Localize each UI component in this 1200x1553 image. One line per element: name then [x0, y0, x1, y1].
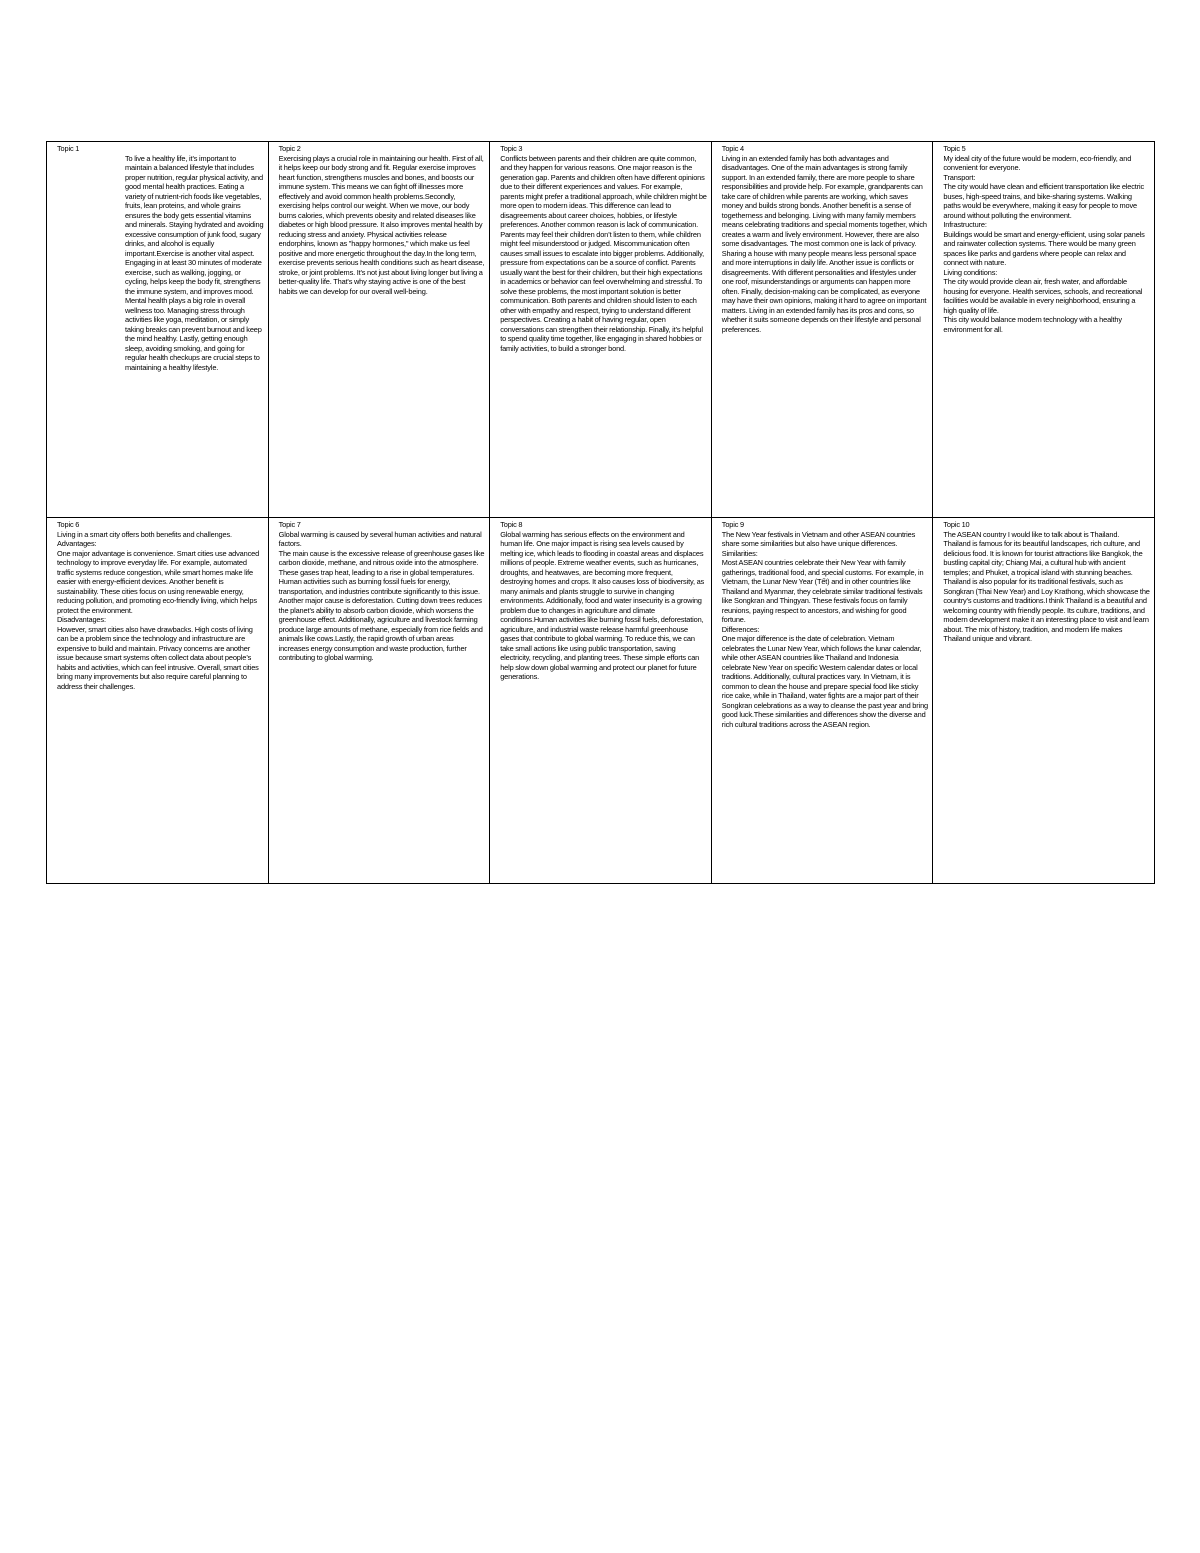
- topic-heading: Topic 8: [500, 520, 523, 529]
- topic-paragraph: This city would balance modern technology with a healthy environment for all.: [943, 315, 1122, 334]
- topic-body: [279, 154, 486, 297]
- topic-heading: Topic 3: [500, 144, 523, 153]
- topic-paragraph: The city would provide clean air, fresh water, and affordable housing for everyone. Health services, schools, and recreational facilities would be available in every neighborhood, ensuring a high quality of life.: [943, 277, 1143, 315]
- topic-body: [943, 530, 1150, 644]
- topic-subheading: Differences:: [721, 624, 760, 634]
- topic-body: [57, 530, 264, 692]
- topic-heading: Topic 9: [721, 520, 744, 529]
- topic-subheading: Disadvantages:: [57, 615, 106, 624]
- topic-subheading: Living conditions:: [943, 267, 998, 277]
- topic-paragraph: My ideal city of the future would be modern, eco-friendly, and convenient for everyone.: [943, 153, 1132, 172]
- topic-cell-3: [490, 142, 712, 518]
- topic-body: [722, 530, 929, 730]
- topic-cell-5: [933, 142, 1155, 518]
- topic-heading: Topic 1: [57, 144, 80, 153]
- topic-paragraph: Thailand is famous for its beautiful landscapes, rich culture, and delicious food. It is known for tourist attractions like Bangkok, the bustling capital city; Chiang Mai, a cultural hub with ancient temples; and Phuket, a tropical island with stunning beaches. Thailand is also popular for its traditional festivals, such as Songkran (Thai New Year) and Loy Krathong, which showcase the country’s customs and traditions.I think Thailand is a beautiful and welcoming country with friendly people. Its culture, traditions, and modern development make it an interesting place to visit and learn about. The mix of history, tradition, and modern life makes Thailand unique and vibrant.: [943, 539, 1150, 643]
- topic-subheading: Similarities:: [721, 548, 758, 558]
- topic-paragraph: Living in an extended family has both advantages and disadvantages. One of the main advantages is strong family support. In an extended family, there are more people to share responsibilities and provide help. For example, grandparents can take care of children while parents are working, which saves money and builds strong bonds. Another benefit is a sense of togetherness and belonging. Living with many family members means celebrating traditions and special moments together, which creates a warm and lively environment. However, there are also some disadvantages. The most common one is lack of privacy. Sharing a house with many people means less personal space and more interruptions in daily life. Another issue is conflicts or disagreements. With different personalities and lifestyles under one roof, misunderstandings or arguments can happen more often. Finally, decision-making can be complicated, as everyone may have their own opinions, making it hard to agree on important matters. Living in an extended family has its pros and cons, so whether it suits someone depends on their lifestyle and personal preferences.: [721, 153, 927, 334]
- topic-heading: Topic 6: [57, 520, 80, 529]
- topic-paragraph: Conflicts between parents and their children are quite common, and they happen for various reasons. One major reason is the generation gap. Parents and children often have different opinions due to their different experiences and values. For example, parents might prefer a traditional approach, while children might be more open to modern ideas. This difference can lead to disagreements about career choices, hobbies, or lifestyle preferences. Another common reason is lack of communication. Parents may feel their children don’t listen to them, while children might feel misunderstood or judged. Miscommunication often causes small issues to escalate into bigger problems. Additionally, pressure from expectations can be a source of conflict. Parents usually want the best for their children, but their high expectations in academics or behavior can feel overwhelming and stressful. To solve these problems, the most important solution is better communication. Both parents and children should listen to each other with empathy and respect, trying to understand different perspectives. Creating a habit of having regular, open conversations can strengthen their relationship. Finally, it’s helpful to spend quality time together, like engaging in shared hobbies or family activities, to build a stronger bond.: [500, 153, 707, 353]
- topic-body: [279, 530, 486, 663]
- topic-paragraph: Most ASEAN countries celebrate their New Year with family gatherings, traditional food, and special customs. For example, in Vietnam, the Lunar New Year (Tết) and in other countries like Thailand and Myanmar, they celebrate similar traditional festivals like Songkran and Thingyan. These festivals focus on family reunions, paying respect to ancestors, and wishing for good fortune.: [721, 558, 924, 624]
- topic-body: [943, 154, 1150, 335]
- topic-paragraph: To live a healthy life, it’s important to maintain a balanced lifestyle that includes proper nutrition, regular physical activity, and good mental health practices. Eating a variety of nutrient-rich foods like vegetables, fruits, lean proteins, and whole grains ensures the body gets essential vitamins and minerals. Staying hydrated and avoiding excessive consumption of junk food, sugary drinks, and alcohol is equally important.Exercise is another vital aspect. Engaging in at least 30 minutes of moderate exercise, such as walking, jogging, or cycling, helps keep the body fit, strengthens the immune system, and improves mood. Mental health plays a big role in overall wellness too. Managing stress through activities like yoga, meditation, or simply taking breaks can prevent burnout and keep the mind healthy. Lastly, getting enough sleep, avoiding smoking, and going for regular health checkups are crucial steps to maintaining a healthy lifestyle.: [125, 153, 264, 372]
- topic-cell-7: [268, 518, 490, 884]
- topic-subheading: Infrastructure:: [943, 220, 987, 229]
- topic-body: [722, 154, 929, 335]
- topic-body: [500, 154, 707, 354]
- topic-paragraph: The city would have clean and efficient transportation like electric buses, high-speed trains, and bike-sharing systems. Walking paths would be everywhere, making it easy for people to move around without polluting the environment.: [943, 182, 1145, 220]
- topic-cell-8: [490, 518, 712, 884]
- topic-cell-10: [933, 518, 1155, 884]
- topic-paragraph: Buildings would be smart and energy-efficient, using solar panels and rainwater collection systems. There would be many green spaces like parks and gardens where people can relax and connect with nature.: [943, 229, 1145, 267]
- topic-heading: Topic 2: [278, 144, 301, 153]
- topic-body: [57, 154, 264, 373]
- topic-heading: Topic 4: [721, 144, 744, 153]
- topics-table: [46, 141, 1155, 884]
- table-row: [47, 518, 1155, 884]
- topic-paragraph: One major advantage is convenience. Smart cities use advanced technology to improve everyday life. For example, automated traffic systems reduce congestion, while smart homes make life easier with energy-efficient devices. Another benefit is sustainability. These cities focus on using renewable energy, reducing pollution, and promoting eco-friendly living, which helps protect the environment.: [57, 548, 260, 615]
- topic-cell-9: [711, 518, 933, 884]
- topic-paragraph: Global warming has serious effects on the environment and human life. One major impact is rising sea levels caused by melting ice, which leads to flooding in coastal areas and displaces millions of people. Extreme weather events, such as hurricanes, droughts, and heatwaves, are becoming more frequent, destroying homes and crops. It also causes loss of biodiversity, as many animals and plants struggle to survive in changing environments. Additionally, food and water insecurity is a growing problem due to changes in agriculture and climate conditions.Human activities like burning fossil fuels, deforestation, agriculture, and industrial waste release harmful greenhouse gases that contribute to global warming. To reduce this, we can take small actions like using public transportation, saving electricity, recycling, and planting trees. These simple efforts can help slow down global warming and protect our planet for future generations.: [500, 529, 705, 681]
- topic-cell-2: [268, 142, 490, 518]
- topic-cell-4: [711, 142, 933, 518]
- topic-paragraph: Living in a smart city offers both benefits and challenges.: [57, 529, 232, 539]
- topic-heading: Topic 10: [943, 520, 970, 529]
- topic-paragraph: The ASEAN country I would like to talk about is Thailand.: [943, 529, 1120, 539]
- topic-heading: Topic 7: [278, 520, 301, 529]
- topic-subheading: Advantages:: [57, 539, 97, 548]
- topic-cell-6: [47, 518, 269, 884]
- topic-body: [500, 530, 707, 682]
- table-row: [47, 142, 1155, 518]
- topic-paragraph: However, smart cities also have drawbacks. High costs of living can be a problem since the technology and infrastructure are expensive to build and maintain. Privacy concerns are another issue because smart systems often collect data about people’s habits and activities, which can feel intrusive. Overall, smart cities bring many improvements but also require careful planning to address their challenges.: [57, 624, 259, 691]
- topic-subheading: Transport:: [943, 172, 976, 182]
- topic-paragraph: Exercising plays a crucial role in maintaining our health. First of all, it helps keep our body strong and fit. Regular exercise improves heart function, strengthens muscles and bones, and boosts our immune system. This means we can fight off illnesses more effectively and avoid common health problems.Secondly, exercising helps control our weight. When we move, our body burns calories, which prevents obesity and related diseases like diabetes or high blood pressure. It also improves mental health by reducing stress and anxiety. Physical activities release endorphins, known as "happy hormones," which make us feel positive and more energetic throughout the day.In the long term, exercise prevents serious health conditions such as heart disease, stroke, or joint problems. It's not just about living longer but living a better-quality life. That's why staying active is one of the best habits we can develop for our overall well-being.: [278, 153, 485, 296]
- topic-cell-1: [47, 142, 269, 518]
- topic-paragraph: One major difference is the date of celebration. Vietnam celebrates the Lunar New Year, which follows the lunar calendar, while other ASEAN countries like Thailand and Indonesia celebrate New Year on specific Western calendar dates or local traditions. Additionally, cultural practices vary. In Vietnam, it is common to clean the house and prepare special food like sticky rice cake, while in Thailand, water fights are a major part of their Songkran celebrations as a way to cleanse the past year and bring good luck.These similarities and differences show the diverse and rich cultural traditions across the ASEAN region.: [721, 634, 928, 729]
- topic-paragraph: Global warming is caused by several human activities and natural factors.: [278, 529, 482, 548]
- topic-paragraph: The New Year festivals in Vietnam and other ASEAN countries share some similarities but also have unique differences.: [721, 529, 916, 548]
- topic-paragraph: The main cause is the excessive release of greenhouse gases like carbon dioxide, methane, and nitrous oxide into the atmosphere. These gases trap heat, leading to a rise in global temperatures. Human activities such as burning fossil fuels for energy, transportation, and industries contribute significantly to this issue. Another major cause is deforestation. Cutting down trees reduces the planet’s ability to absorb carbon dioxide, which worsens the greenhouse effect. Additionally, agriculture and livestock farming produce large amounts of methane, especially from rice fields and animals like cows.Lastly, the rapid growth of urban areas increases energy consumption and waste production, further contributing to global warming.: [278, 548, 485, 662]
- topic-heading: Topic 5: [943, 144, 966, 153]
